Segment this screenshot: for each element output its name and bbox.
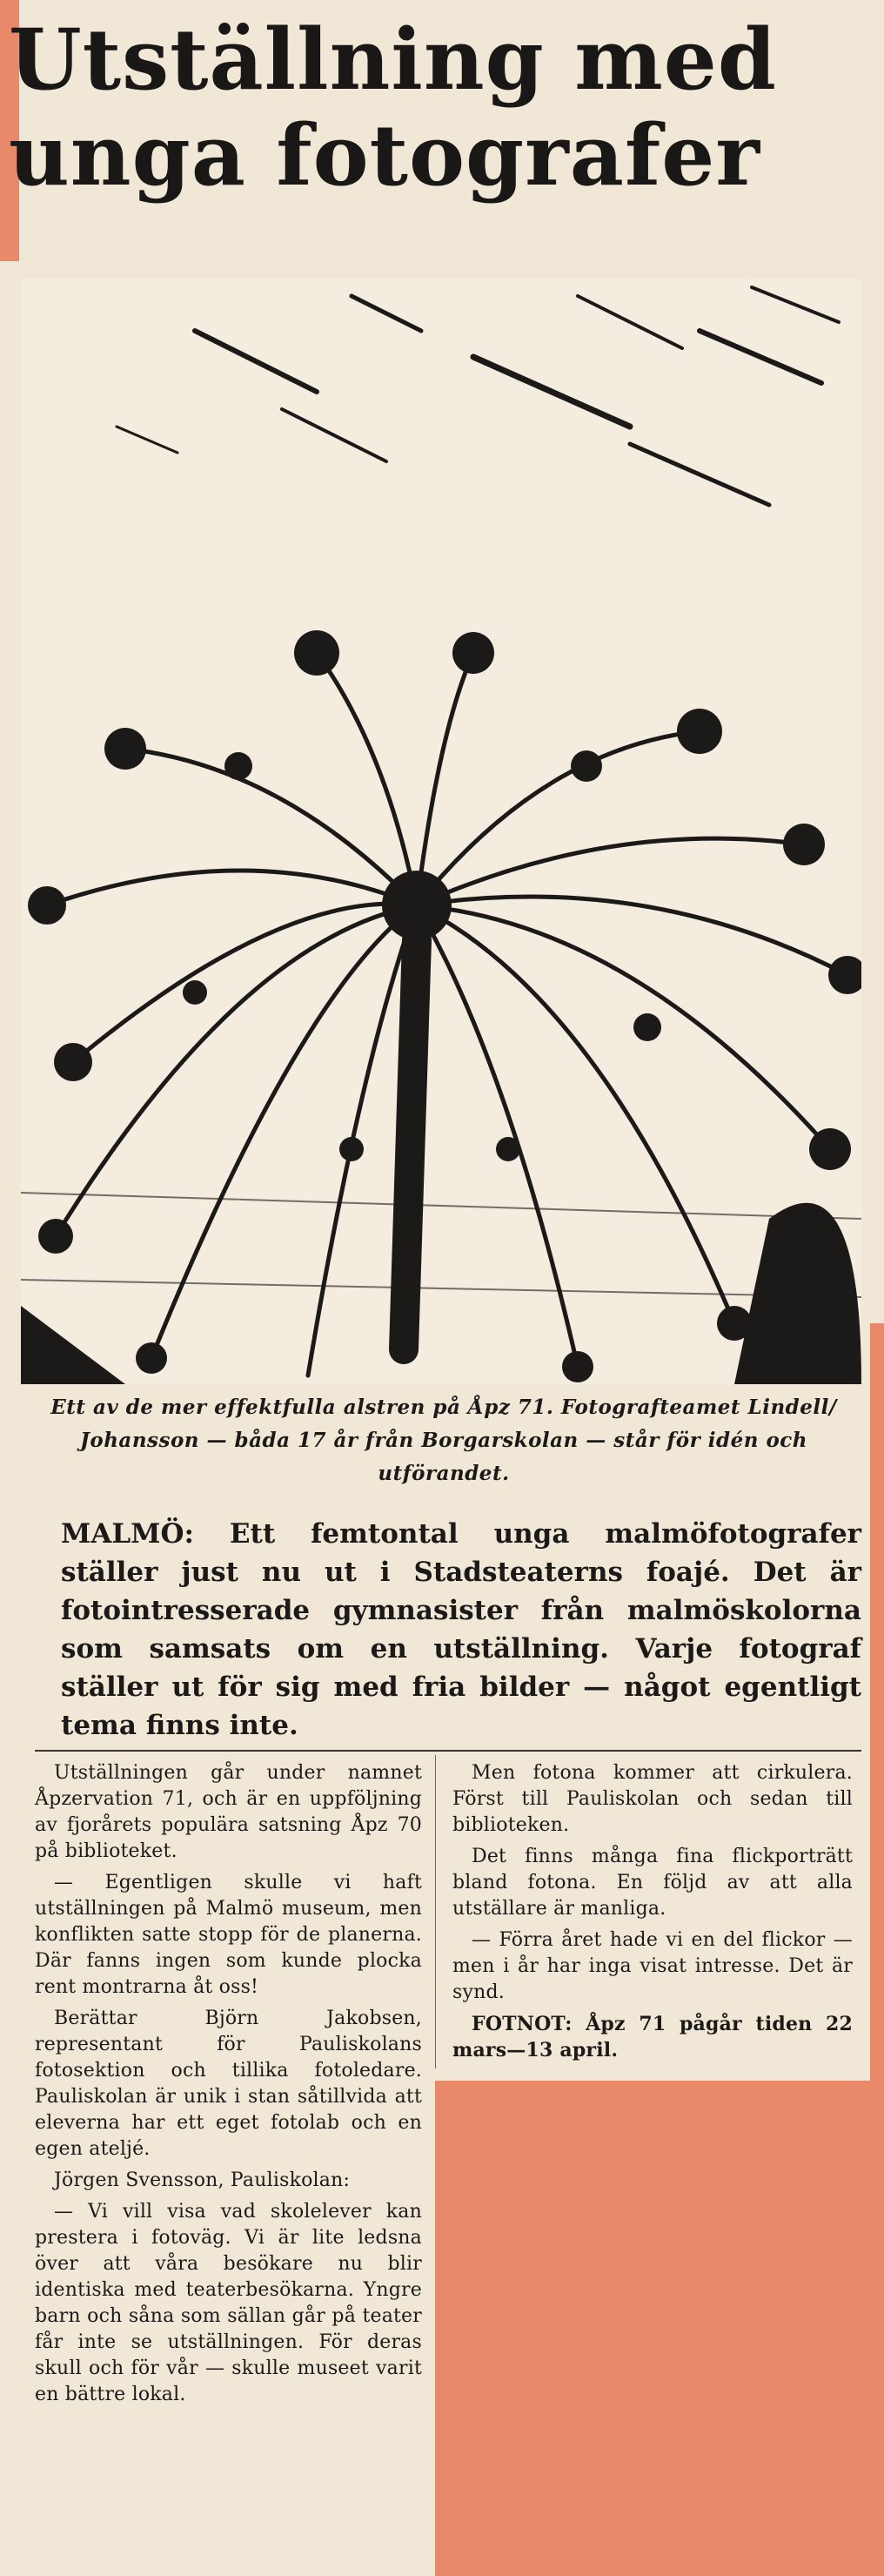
footnote: FOTNOT: Åpz 71 pågår tiden 22 mars—13 april. <box>452 2013 853 2061</box>
body-column-left <box>35 1760 422 2413</box>
lead-text: Ett femtontal unga malmöfotografer ställer just nu ut i Stadsteaterns foajé. Det är fotointresserade gymnasister från malmöskolorna som samsats om en utställning. Varje fotograf ställer ut för sig med fria bilder — något egentligt tema finns inte. <box>61 1518 861 1741</box>
dateline: MALMÖ: <box>61 1518 194 1550</box>
article-photo <box>21 279 861 1384</box>
lead-paragraph <box>61 1515 861 1745</box>
body-paragraph: — Egentligen skulle vi haft utställningen på Malmö museum, men konflikten satte stopp för de planerna. Där fanns ingen som kunde plocka rent montrarna åt oss! <box>35 1872 422 1998</box>
body-paragraph: — Vi vill visa vad skolelever kan prestera i fotoväg. Vi är lite ledsna över att våra besökare nu blir identiska med teaterbesökarna. Yngre barn och såna som sällan går på teater får inte se utställningen. För deras skull och för vår — skulle museet varit en bättre lokal. <box>35 2201 422 2405</box>
body-column-right <box>452 1760 853 2068</box>
body-paragraph: Men fotona kommer att cirkulera. Först till Pauliskolan och sedan till biblioteken. <box>452 1762 853 1836</box>
photo-caption: Ett av de mer effektfulla alstren på Åpz 71. Fotografteamet Lindell/ Johansson — båda 17 år från Borgarskolan — står för idén och utförandet. <box>50 1396 837 1485</box>
column-rule <box>435 1755 436 2068</box>
body-paragraph: Utställningen går under namnet Åpzervation 71, och är en uppföljning av fjorårets populära satsning Åpz 70 på biblioteket. <box>35 1762 422 1862</box>
body-paragraph: Det finns många fina flickporträtt bland fotona. En följd av att alla utställare är manliga. <box>452 1846 853 1920</box>
body-paragraph: — Förra året hade vi en del flickor — men i år har inga visat intresse. Det är synd. <box>452 1929 853 2003</box>
body-paragraph: Berättar Björn Jakobsen, representant för Pauliskolans fotosektion och tillika fotoledare. Pauliskolan är unik i stan såtillvida att eleverna har ett eget fotolab och en egen ateljé. <box>35 2008 422 2160</box>
headline: Utställning med unga fotografer <box>9 10 777 205</box>
dandelion-photo-illustration <box>21 279 861 1384</box>
body-paragraph: Jörgen Svensson, Pauliskolan: <box>54 2169 351 2191</box>
section-rule <box>35 1750 861 1752</box>
